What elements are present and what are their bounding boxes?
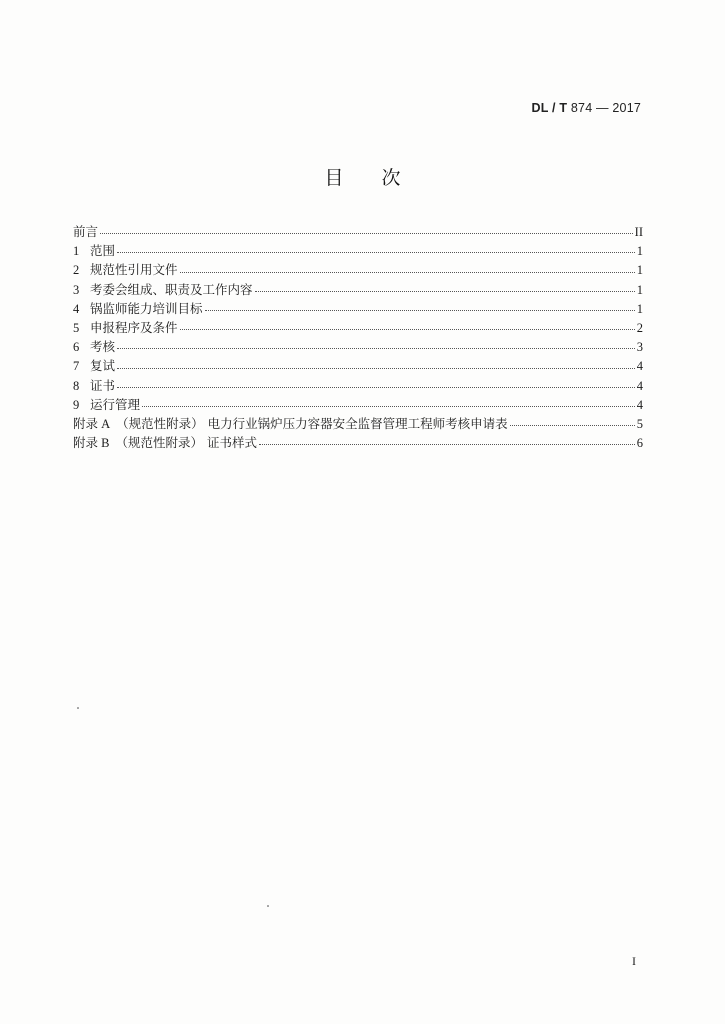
- toc-entry-number: 6: [73, 340, 80, 355]
- toc-entry-number: 3: [73, 282, 80, 297]
- toc-entry-label: 锅监师能力培训目标: [90, 300, 203, 316]
- toc-entry[interactable]: [73, 356, 643, 375]
- toc-entry-label: 考核: [90, 339, 116, 355]
- toc-entry[interactable]: [73, 241, 643, 260]
- page-number: I: [632, 954, 636, 968]
- toc-dot-leader: [255, 291, 635, 292]
- toc-entry-label: （规范性附录） 电力行业锅炉压力容器安全监督管理工程师考核申请表: [116, 415, 508, 431]
- toc-dot-leader: [100, 233, 633, 234]
- toc-entry-number: 7: [73, 359, 80, 374]
- toc-entry-page: 4: [636, 359, 643, 374]
- standard-number: 874 — 2017: [570, 101, 641, 115]
- toc-entry-number: 2: [73, 263, 80, 278]
- toc-entry-label: 申报程序及条件: [90, 319, 178, 335]
- toc-title: 目次: [324, 167, 439, 189]
- toc-dot-leader: [510, 425, 635, 426]
- scan-speck: [267, 905, 269, 907]
- toc-entry-label: （规范性附录） 证书样式: [115, 435, 257, 451]
- toc-entry-label: 范围: [90, 243, 116, 259]
- toc-entry[interactable]: [73, 395, 643, 414]
- toc-dot-leader: [142, 406, 635, 407]
- toc-entry-number: 附录 B: [73, 436, 110, 451]
- toc-dot-leader: [180, 272, 635, 273]
- toc-entry-page: 2: [636, 320, 643, 335]
- toc-entry-page: 3: [636, 340, 643, 355]
- toc-entry-number: 8: [73, 378, 80, 393]
- toc-entry[interactable]: [73, 318, 643, 337]
- toc-entry-label: 规范性引用文件: [90, 262, 178, 278]
- toc-entry-page: 1: [636, 263, 643, 278]
- toc-entry-page: 1: [636, 301, 643, 316]
- toc-entry[interactable]: [73, 222, 643, 241]
- toc-dot-leader: [180, 329, 635, 330]
- toc-entry[interactable]: [73, 280, 643, 299]
- toc-entry-number: 5: [73, 320, 80, 335]
- toc-entry-label: 前言: [73, 224, 99, 239]
- toc-entry-number: 附录 A: [73, 416, 111, 431]
- toc-entry[interactable]: [73, 299, 643, 318]
- toc-dot-leader: [205, 310, 635, 311]
- toc-entry-label: 考委会组成、职责及工作内容: [90, 281, 253, 297]
- toc-entry[interactable]: [73, 414, 643, 433]
- toc-entry-label: 证书: [90, 377, 116, 393]
- table-of-contents: [73, 222, 643, 452]
- toc-entry-label: 复试: [90, 358, 116, 374]
- toc-entry-page: 6: [636, 436, 643, 451]
- toc-entry-number: 9: [73, 397, 80, 412]
- toc-entry-page: 4: [636, 378, 643, 393]
- toc-entry-page: II: [634, 225, 643, 239]
- toc-entry-page: 4: [636, 397, 643, 412]
- toc-entry-page: 1: [636, 244, 643, 259]
- standard-prefix: DL / T: [531, 101, 568, 115]
- toc-entry-number: 4: [73, 301, 80, 316]
- toc-entry-page: 1: [636, 282, 643, 297]
- toc-dot-leader: [117, 368, 635, 369]
- toc-dot-leader: [117, 348, 635, 349]
- toc-entry[interactable]: [73, 337, 643, 356]
- toc-dot-leader: [259, 444, 635, 445]
- toc-entry[interactable]: [73, 260, 643, 279]
- toc-dot-leader: [117, 252, 635, 253]
- standard-code: [532, 101, 642, 115]
- toc-entry-number: 1: [73, 244, 80, 259]
- toc-entry-label: 运行管理: [90, 396, 141, 412]
- toc-entry-page: 5: [636, 416, 643, 431]
- toc-entry[interactable]: [73, 433, 643, 452]
- scan-speck: [77, 707, 79, 709]
- toc-dot-leader: [117, 387, 635, 388]
- toc-entry[interactable]: [73, 376, 643, 395]
